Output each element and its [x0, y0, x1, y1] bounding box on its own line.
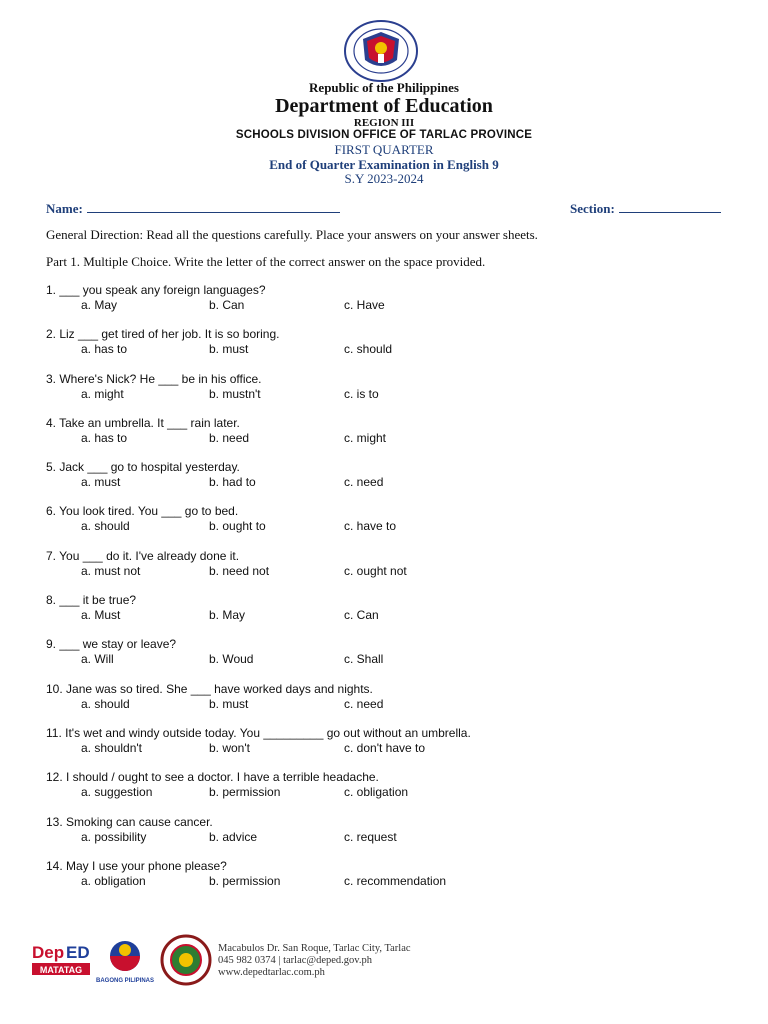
question-item [46, 726, 746, 770]
question-item [46, 682, 746, 726]
option-b: b. advice [209, 829, 258, 844]
question-item [46, 327, 746, 371]
option-a: a. possibility [81, 829, 147, 844]
question-stem: 6. You look tired. You ___ go to bed. [46, 504, 239, 519]
region-heading: REGION III [353, 117, 415, 129]
exam-title: End of Quarter Examination in English 9 [269, 157, 499, 172]
question-list [46, 283, 746, 903]
question-item [46, 416, 746, 460]
option-c: c. don't have to [344, 740, 426, 755]
option-b: b. May [209, 608, 246, 623]
option-a: a. obligation [81, 873, 146, 888]
option-b: b. permission [209, 785, 281, 800]
option-a: a. must not [81, 563, 141, 578]
option-c: c. Shall [344, 652, 384, 667]
general-direction: General Direction: Read all the questions carefully. Place your answers on your answer sheets. [46, 227, 538, 242]
question-stem: 8. ___ it be true? [46, 593, 137, 608]
question-stem: 7. You ___ do it. I've already done it. [46, 548, 240, 563]
option-c: c. might [344, 430, 387, 445]
option-a: a. has to [81, 430, 128, 445]
question-item [46, 549, 746, 593]
question-item [46, 770, 746, 814]
name-blank-line[interactable] [87, 199, 340, 213]
question-item [46, 283, 746, 327]
question-stem: 10. Jane was so tired. She ___ have worked days and nights. [46, 681, 373, 696]
option-a: a. Will [81, 652, 114, 667]
option-c: c. is to [344, 386, 379, 401]
option-c: c. obligation [344, 785, 409, 800]
option-b: b. permission [209, 873, 281, 888]
option-a: a. suggestion [81, 785, 153, 800]
question-item [46, 504, 746, 548]
sdo-tarlac-seal [162, 936, 210, 984]
footer-website[interactable]: www.depedtarlac.com.ph [218, 967, 325, 978]
question-stem: 2. Liz ___ get tired of her job. It is so boring. [46, 327, 280, 342]
question-stem: 9. ___ we stay or leave? [46, 637, 177, 652]
footer-address: Macabulos Dr. San Roque, Tarlac City, Tarlac [218, 943, 411, 954]
option-c: c. need [344, 475, 384, 490]
option-a: a. might [81, 386, 124, 401]
name-label: Name: [46, 201, 83, 216]
option-a: a. has to [81, 342, 128, 357]
option-a: a. May [81, 298, 118, 312]
option-b: b. ought to [209, 519, 266, 534]
deped-seal-logo [343, 20, 419, 82]
section-label: Section: [570, 201, 615, 216]
quarter-heading: FIRST QUARTER [334, 142, 434, 157]
option-b: b. Can [209, 298, 245, 312]
option-c: c. Can [344, 608, 379, 623]
footer-contact-info [218, 943, 411, 979]
option-c: c. should [344, 342, 393, 357]
svg-text:Dep: Dep [32, 943, 65, 962]
option-c: c. recommendation [344, 873, 447, 888]
question-item [46, 815, 746, 859]
question-stem: 1. ___ you speak any foreign languages? [46, 283, 266, 297]
section-field[interactable] [570, 199, 721, 217]
division-heading: SCHOOLS DIVISION OFFICE OF TARLAC PROVINCE [235, 129, 533, 141]
option-b: b. Woud [209, 652, 254, 667]
option-b: b. need [209, 430, 250, 445]
svg-text:MATATAG: MATATAG [39, 965, 83, 975]
option-a: a. must [81, 475, 121, 490]
question-item [46, 372, 746, 416]
option-b: b. must [209, 342, 249, 357]
question-stem: 5. Jack ___ go to hospital yesterday. [46, 460, 240, 475]
question-stem: 11. It's wet and windy outside today. You _________ go out without an umbrella. [46, 725, 471, 740]
question-stem: 12. I should / ought to see a doctor. I have a terrible headache. [46, 770, 379, 785]
option-c: c. Have [344, 298, 385, 312]
footer-logos [30, 934, 220, 986]
name-field[interactable] [46, 199, 340, 217]
section-blank-line[interactable] [619, 199, 721, 213]
option-b: b. need not [209, 563, 270, 578]
option-c: c. request [344, 829, 397, 844]
part1-instruction: Part 1. Multiple Choice. Write the letter of the correct answer on the space provided. [46, 254, 486, 269]
question-item [46, 637, 746, 681]
option-a: a. should [81, 696, 130, 711]
option-c: c. ought not [344, 563, 407, 578]
bagong-pilipinas-logo [96, 941, 154, 984]
department-title: Department of Education [275, 95, 493, 117]
question-item [46, 859, 746, 903]
school-year: S.Y 2023-2024 [344, 171, 424, 186]
option-c: c. need [344, 696, 384, 711]
option-a: a. shouldn't [81, 740, 143, 755]
deped-matatag-logo [32, 943, 90, 975]
footer-contact: 045 982 0374 | tarlac@deped.gov.ph [218, 955, 372, 966]
option-a: a. Must [81, 608, 121, 623]
question-item [46, 593, 746, 637]
option-b: b. had to [209, 475, 256, 490]
svg-text:ED: ED [66, 943, 90, 962]
svg-text:BAGONG PILIPINAS: BAGONG PILIPINAS [95, 978, 155, 984]
republic-heading: Republic of the Philippines [309, 80, 459, 95]
question-stem: 3. Where's Nick? He ___ be in his office. [46, 371, 262, 386]
question-item [46, 460, 746, 504]
question-stem: 4. Take an umbrella. It ___ rain later. [46, 415, 240, 430]
option-c: c. have to [344, 519, 397, 534]
option-b: b. won't [209, 740, 250, 755]
question-stem: 14. May I use your phone please? [46, 858, 227, 873]
option-b: b. must [209, 696, 249, 711]
option-a: a. should [81, 519, 130, 534]
question-stem: 13. Smoking can cause cancer. [46, 814, 213, 829]
option-b: b. mustn't [209, 386, 261, 401]
